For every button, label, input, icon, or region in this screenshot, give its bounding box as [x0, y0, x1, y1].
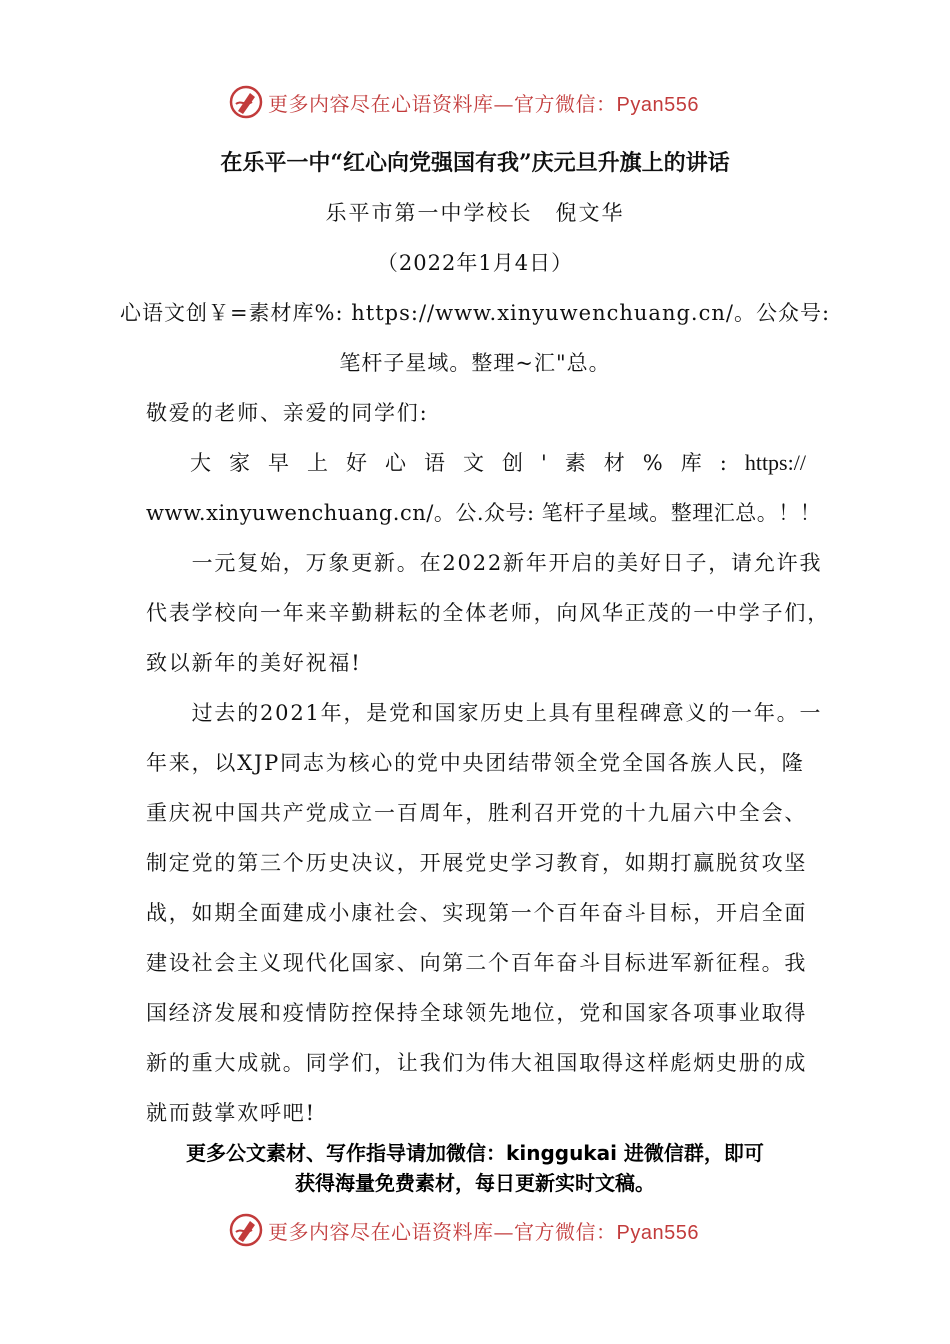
greeting-char: 素: [564, 451, 586, 475]
footer-note-line-2: 获得海量免费素材，每日更新实时文稿。: [295, 1171, 655, 1195]
greeting-char: %: [642, 451, 663, 475]
para1-line: 致以新年的美好祝福!: [146, 651, 362, 675]
greeting-char: 文: [463, 451, 484, 475]
footer-banner: [228, 1210, 699, 1250]
para2-line: 新的重大成就。同学们，让我们为伟大祖国取得这样彪炳史册的成: [146, 1051, 808, 1075]
para2-line: 年来，以XJP同志为核心的党中央团结带领全党全国各族人民，隆: [146, 751, 805, 775]
greeting-char: 家: [229, 451, 250, 475]
para2-line: 制定党的第三个历史决议，开展党史学习教育，如期打赢脱贫攻坚: [146, 851, 808, 875]
page-title: 在乐平一中“红心向党强国有我”庆元旦升旗上的讲话: [220, 150, 730, 176]
greeting-char: 材: [603, 451, 625, 475]
greeting-char: 早: [268, 451, 289, 475]
date-line: （2022年1月4日）: [376, 251, 574, 275]
banner-text: 更多内容尽在心语资料库—官方微信：Pyan556: [268, 91, 699, 116]
para2-line: 战，如期全面建成小康社会、实现第一个百年奋斗目标，开启全面: [146, 901, 808, 925]
greeting-char: 心: [385, 451, 406, 475]
para1-line: 一元复始，万象更新。在2022新年开启的美好日子，请允许我: [146, 551, 823, 575]
para2-line: 就而鼓掌欢呼吧!: [146, 1101, 316, 1125]
greeting-char: 创: [502, 451, 523, 475]
promo-line-2: 笔杆子星域。整理~汇"总。: [339, 351, 611, 375]
footer-note-line-1: 更多公文素材、写作指导请加微信：kinggukai 进微信群，即可: [186, 1141, 764, 1165]
greeting-char: 上: [307, 451, 328, 475]
greeting-char: 库: [680, 451, 702, 475]
para1-line: 代表学校向一年来辛勤耕耘的全体老师，向风华正茂的一中学子们，: [146, 601, 830, 625]
para2-line: 重庆祝中国共产党成立一百周年，胜利召开党的十九届六中全会、: [146, 801, 808, 825]
header-banner: [228, 82, 699, 122]
greeting-url-part: https://: [744, 450, 806, 475]
pen-nib-logo-icon: [228, 84, 264, 120]
pen-nib-logo-icon: [228, 1212, 264, 1248]
greeting-line-2: www.xinyuwenchuang.cn/。公.众号: 笔杆子星域。整理汇总。！！: [146, 501, 822, 525]
para2-line: 过去的2021年，是党和国家历史上具有里程碑意义的一年。一: [146, 701, 823, 725]
greeting-char: 好: [346, 451, 367, 475]
greeting-line-1: [190, 448, 806, 478]
para2-line: 国经济发展和疫情防控保持全球领先地位，党和国家各项事业取得: [146, 1001, 808, 1025]
author-line: 乐平市第一中学校长 倪文华: [325, 201, 625, 225]
salutation: 敬爱的老师、亲爱的同学们:: [146, 401, 429, 425]
greeting-char: 大: [190, 451, 211, 475]
promo-line-1: 心语文创￥=素材库%: https://www.xinyuwenchuang.cn/。公众号:: [119, 301, 831, 325]
greeting-char: :: [719, 451, 727, 475]
banner-text: 更多内容尽在心语资料库—官方微信：Pyan556: [268, 1219, 699, 1244]
para2-line: 建设社会主义现代化国家、向第二个百年奋斗目标进军新征程。我: [146, 951, 808, 975]
greeting-char: 语: [424, 451, 445, 475]
greeting-char: ': [541, 451, 547, 475]
